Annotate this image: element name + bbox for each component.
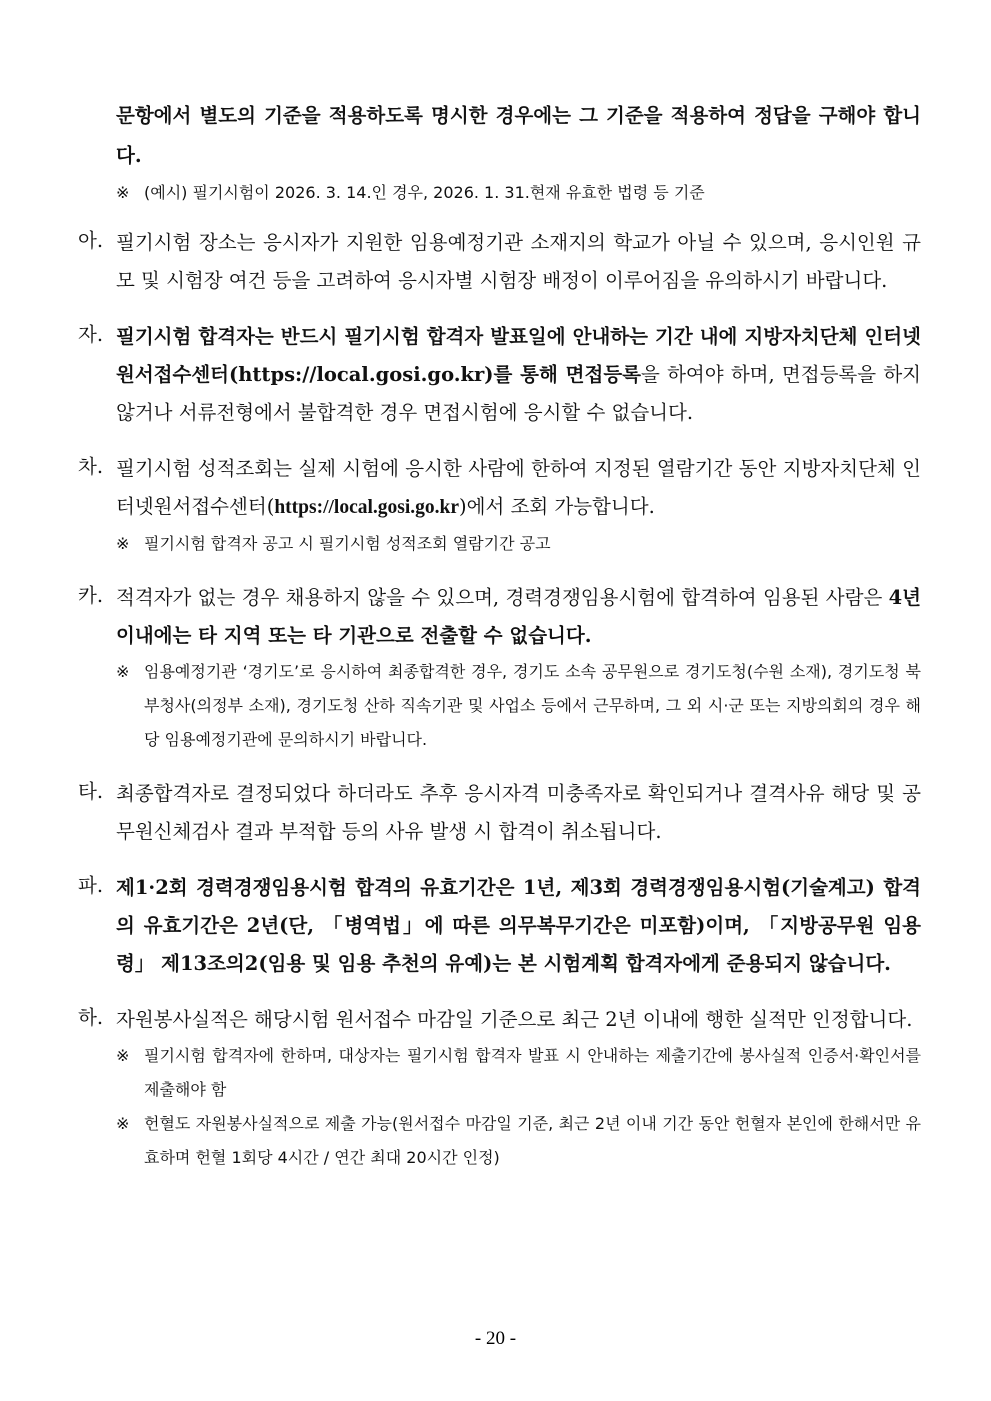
item-ha-note-2-text: 헌혈도 자원봉사실적으로 제출 가능(원서접수 마감일 기준, 최근 2년 이내 기간 동안 헌혈자 본인에 한해서만 유효하며 헌혈 1회당 4시간 / 연간 최대 20시간 인정) <box>144 1114 921 1167</box>
item-a-text: 필기시험 장소는 응시자가 지원한 임용예정기관 소재지의 학교가 아닐 수 있으며, 응시인원 규모 및 시험장 여건 등을 고려하여 응시자별 시험장 배정이 이루어짐을 유의하시기 바랍니다. <box>116 231 921 292</box>
item-ka-note <box>116 655 921 757</box>
note-mark: ※ <box>116 1114 130 1133</box>
item-cha-text-after: )에서 조회 가능합니다. <box>459 495 655 518</box>
item-ja-rest: 을 하여야 하며, 면접등록을 하지 않거나 서류전형에서 불합격한 경우 면접시험에 응시할 수 없습니다. <box>116 363 922 424</box>
item-label: 아. <box>78 229 104 252</box>
item-ka <box>78 579 921 757</box>
item-ja-text <box>116 318 921 432</box>
item-ka-note-text: 임용예정기관 ‘경기도’로 응시하여 최종합격한 경우, 경기도 소속 공무원으로 경기도청(수원 소재), 경기도청 북부청사(의정부 소재), 경기도청 산하 직속기관 및 사업소 등에서 근무하며, 그 외 시·군 또는 지방의회의 경우 해당 임용예정기관에 문의하시기 바랍니다. <box>144 662 921 749</box>
item-label: 타. <box>78 780 104 803</box>
item-label: 하. <box>78 1006 104 1029</box>
lead-note-text: (예시) 필기시험이 2026. 3. 14.인 경우, 2026. 1. 31.현재 유효한 법령 등 기준 <box>144 183 705 202</box>
note-mark: ※ <box>116 662 130 681</box>
item-cha-text <box>116 450 921 527</box>
item-label: 차. <box>78 455 104 478</box>
item-cha <box>78 450 921 561</box>
item-cha-note <box>116 527 921 561</box>
note-mark: ※ <box>116 534 130 553</box>
note-mark: ※ <box>116 1046 130 1065</box>
item-ja-bold: 필기시험 합격자는 반드시 필기시험 합격자 발표일에 안내하는 기간 내에 지방자치단체 인터넷원서접수센터(https://local.gosi.go.kr)를 통해 면접등록 <box>116 325 921 386</box>
item-ha-note-2 <box>116 1107 921 1175</box>
continued-paragraph <box>116 96 921 210</box>
item-ta <box>78 775 921 851</box>
item-ha-note-1 <box>116 1039 921 1107</box>
item-ka-bold: 4년 이내에는 타 지역 또는 타 기관으로 전출할 수 없습니다. <box>116 586 921 647</box>
page-number: - 20 - <box>474 1328 517 1349</box>
item-ka-rest: 적격자가 없는 경우 채용하지 않을 수 있으며, 경력경쟁임용시험에 합격하여 임용된 사람은 <box>116 586 889 609</box>
item-label: 파. <box>78 874 104 897</box>
item-ha <box>78 1001 921 1175</box>
item-cha-text-before: 필기시험 성적조회는 실제 시험에 응시한 사람에 한하여 지정된 열람기간 동안 지방자치단체 인터넷원서접수센터( <box>116 457 921 518</box>
item-ja <box>78 318 921 432</box>
item-ha-note-1-text: 필기시험 합격자에 한하며, 대상자는 필기시험 합격자 발표 시 안내하는 제출기간에 봉사실적 인증서·확인서를 제출해야 함 <box>144 1046 921 1099</box>
item-pa <box>78 869 921 983</box>
item-ka-text <box>116 579 921 655</box>
item-a <box>78 224 921 300</box>
site-url: https://local.gosi.go.kr <box>274 497 460 518</box>
item-label: 자. <box>78 323 104 346</box>
item-pa-text: 제1·2회 경력경쟁임용시험 합격의 유효기간은 1년, 제3회 경력경쟁임용시험(기술계고) 합격의 유효기간은 2년(단, 「병역법」에 따른 의무복무기간은 미포함)이며, 「지방공무원 임용령」 제13조의2(임용 및 임용 추천의 유예)는 본 시험계획 합격자에게 준용되지 않습니다. <box>116 876 921 975</box>
item-label: 카. <box>78 584 104 607</box>
lead-note <box>116 176 921 210</box>
item-ha-text: 자원봉사실적은 해당시험 원서접수 마감일 기준으로 최근 2년 이내에 행한 실적만 인정합니다. <box>116 1008 913 1031</box>
note-mark: ※ <box>116 183 130 202</box>
item-cha-note-text: 필기시험 합격자 공고 시 필기시험 성적조회 열람기간 공고 <box>144 534 551 553</box>
item-ta-text: 최종합격자로 결정되었다 하더라도 추후 응시자격 미충족자로 확인되거나 결격사유 해당 및 공무원신체검사 결과 부적합 등의 사유 발생 시 합격이 취소됩니다. <box>116 782 921 843</box>
lead-text: 문항에서 별도의 기준을 적용하도록 명시한 경우에는 그 기준을 적용하여 정답을 구해야 합니다. <box>116 104 921 167</box>
